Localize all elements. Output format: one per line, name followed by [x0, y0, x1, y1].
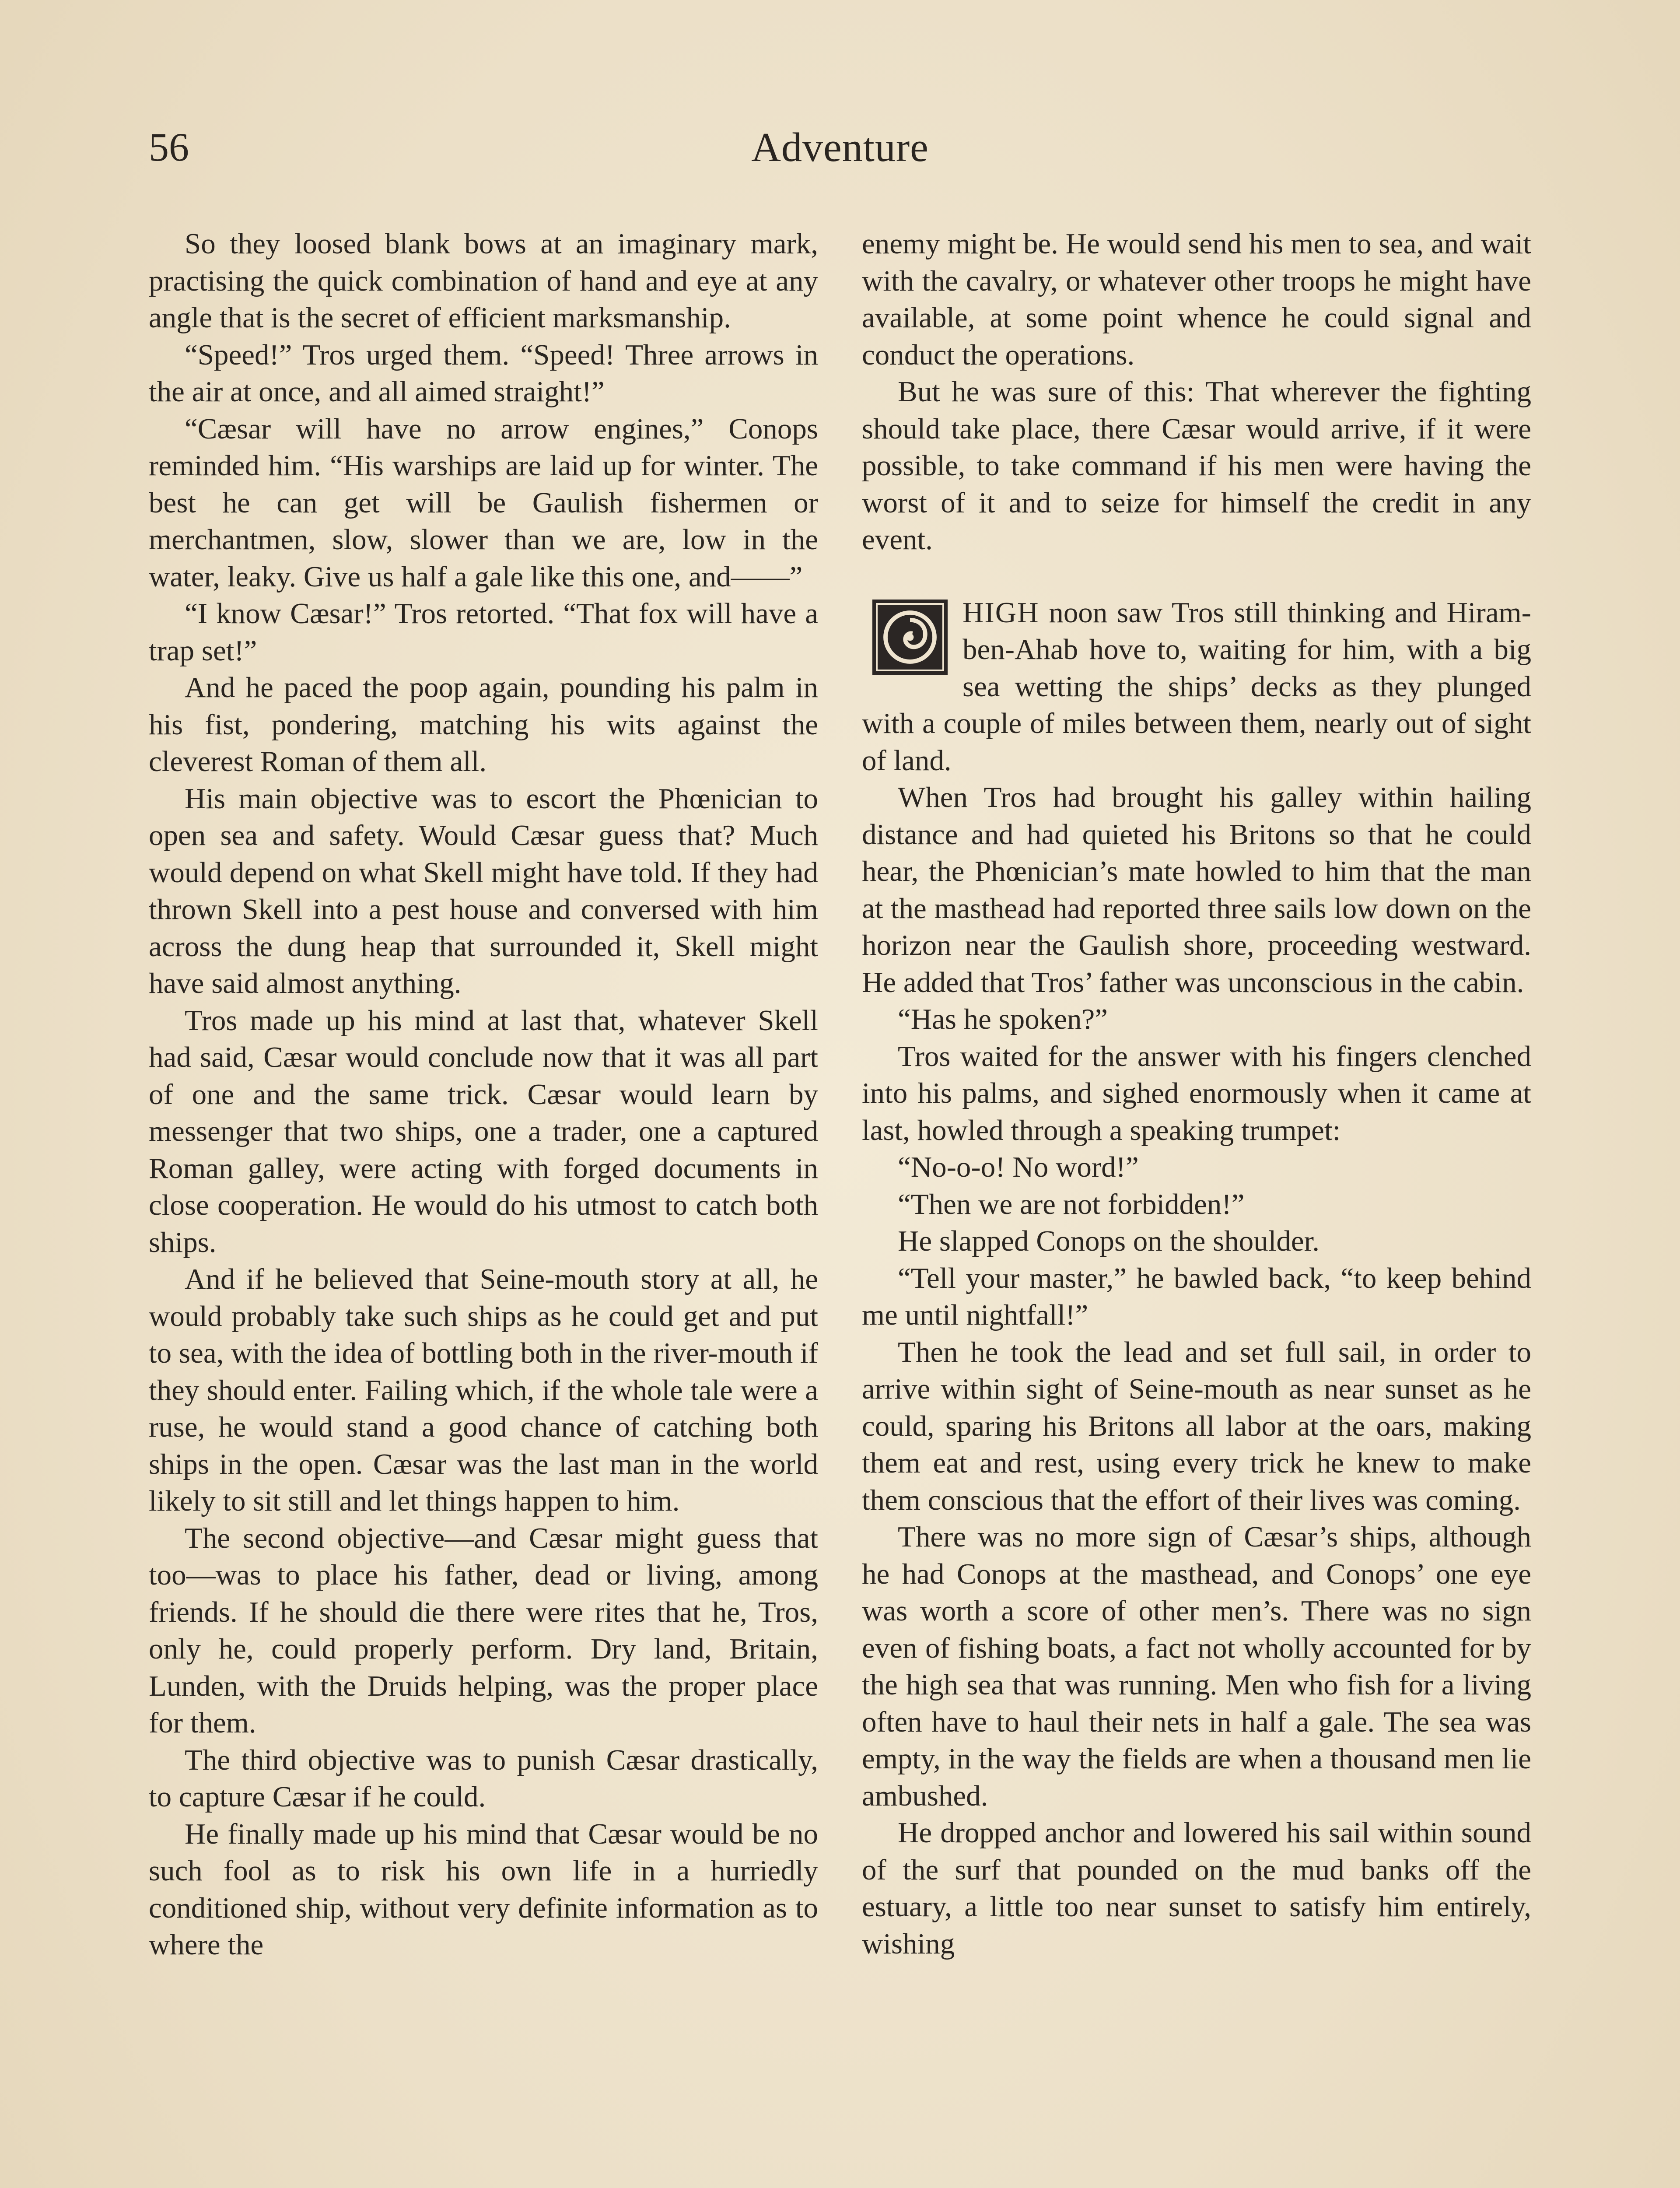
- section-opening-words: HIGH: [962, 596, 1040, 629]
- paragraph: There was no more sign of Cæsar’s ships, although he had Conops at the masthead, and Conops’ one eye was worth a score of other men’s. There was no sign even of fishing boats, a fact not wholly accounted for by the high sea that was running. Men who fish for a living often have to haul their nets in half a gale. The sea was empty, in the way the fields are when a thousand men lie ambushed.: [862, 1521, 1531, 1812]
- paragraph: He dropped anchor and lowered his sail within sound of the surf that pounded on the mud banks off the estuary, a little too near sunset to satisfy him entirely, wishing: [862, 1816, 1531, 1960]
- paragraph: Tros waited for the answer with his fingers clenched into his palms, and sighed enormously when it came at last, howled through a speaking trumpet:: [862, 1040, 1531, 1147]
- paragraph: The third objective was to punish Cæsar drastically, to capture Cæsar if he could.: [149, 1743, 818, 1813]
- paragraph: But he was sure of this: That wherever the fighting should take place, there Cæsar would arrive, if it were possible, to take command if his men were having the worst of it and to seize for himself the credit in any event.: [862, 375, 1531, 556]
- paragraph: “I know Cæsar!” Tros retorted. “That fox will have a trap set!”: [149, 597, 818, 667]
- running-head: Adventure: [751, 125, 929, 170]
- paragraph: His main objective was to escort the Phœnician to open sea and safety. Would Cæsar guess that? Much would depend on what Skell might have told. If they had thrown Skell into a pest house and conversed with him across the dung heap that surrounded it, Skell might have said almost anything.: [149, 782, 818, 999]
- paragraph: Then he took the lead and set full sail, in order to arrive within sight of Seine-mouth as near sunset as he could, sparing his Britons all labor at the oars, making them eat and rest, using every trick he knew to make them conscious that the effort of their lives was coming.: [862, 1336, 1531, 1516]
- ornamental-initial-icon: [872, 600, 948, 675]
- left-column: [149, 225, 818, 1964]
- section-opening-text: noon saw Tros still thinking and Hiram-ben-Ahab hove to, waiting for him, with a big sea wetting the ships’ decks as they plunged with a couple of miles between them, nearly out of sight of land.: [862, 596, 1531, 777]
- paragraph: He slapped Conops on the shoulder.: [898, 1225, 1320, 1257]
- paragraph: And he paced the poop again, pounding his palm in his fist, pondering, matching his wits against the cleverest Roman of them all.: [149, 671, 818, 778]
- paragraph: The second objective—and Cæsar might guess that too—was to place his father, dead or living, among friends. If he should die there were rites that he, Tros, only he, could properly perform. Dry land, Britain, Lunden, with the Druids helping, was the proper place for them.: [149, 1522, 818, 1739]
- paragraph: enemy might be. He would send his men to sea, and wait with the cavalry, or whatever other troops he might have available, at some point whence he could signal and conduct the operations.: [862, 228, 1531, 371]
- paragraph: When Tros had brought his galley within hailing distance and had quieted his Britons so that he could hear, the Phœnician’s mate howled to him that the man at the masthead had reported three sails low down on the horizon near the Gaulish shore, proceeding westward. He added that Tros’ father was unconscious in the cabin.: [862, 781, 1531, 999]
- paragraph: So they loosed blank bows at an imaginary mark, practising the quick combination of hand and eye at any angle that is the secret of efficient marksmanship.: [149, 228, 818, 334]
- paragraph: Tros made up his mind at last that, whatever Skell had said, Cæsar would conclude now that it was all part of one and the same trick. Cæsar would learn by messenger that two ships, one a trader, one a captured Roman galley, were acting with forged documents in close cooperation. He would do his utmost to catch both ships.: [149, 1004, 818, 1259]
- paragraph: “Then we are not forbidden!”: [898, 1188, 1245, 1220]
- paragraph: “Speed!” Tros urged them. “Speed! Three arrows in the air at once, and all aimed straight!”: [149, 338, 818, 408]
- paragraph: He finally made up his mind that Cæsar would be no such fool as to risk his own life in a hurriedly conditioned ship, without very definite information as to where the: [149, 1817, 818, 1961]
- paragraph: “No-o-o! No word!”: [898, 1151, 1139, 1183]
- section-opening-paragraph: [862, 594, 1531, 779]
- paragraph: “Tell your master,” he bawled back, “to keep behind me until nightfall!”: [862, 1262, 1531, 1331]
- paragraph: “Has he spoken?”: [898, 1003, 1108, 1035]
- page-number: 56: [149, 125, 189, 169]
- paragraph: “Cæsar will have no arrow engines,” Conops reminded him. “His warships are laid up for winter. The best he can get will be Gaulish fishermen or merchantmen, slow, slower than we are, low in the water, leaky. Give us half a gale like this one, and——”: [149, 412, 818, 593]
- paragraph: And if he believed that Seine-mouth story at all, he would probably take such ships as he could get and put to sea, with the idea of bottling both in the river-mouth if they should enter. Failing which, if the whole tale were a ruse, he would stand a good chance of catching both ships in the open. Cæsar was the last man in the world likely to sit still and let things happen to him.: [149, 1263, 818, 1517]
- right-column: [862, 225, 1531, 1962]
